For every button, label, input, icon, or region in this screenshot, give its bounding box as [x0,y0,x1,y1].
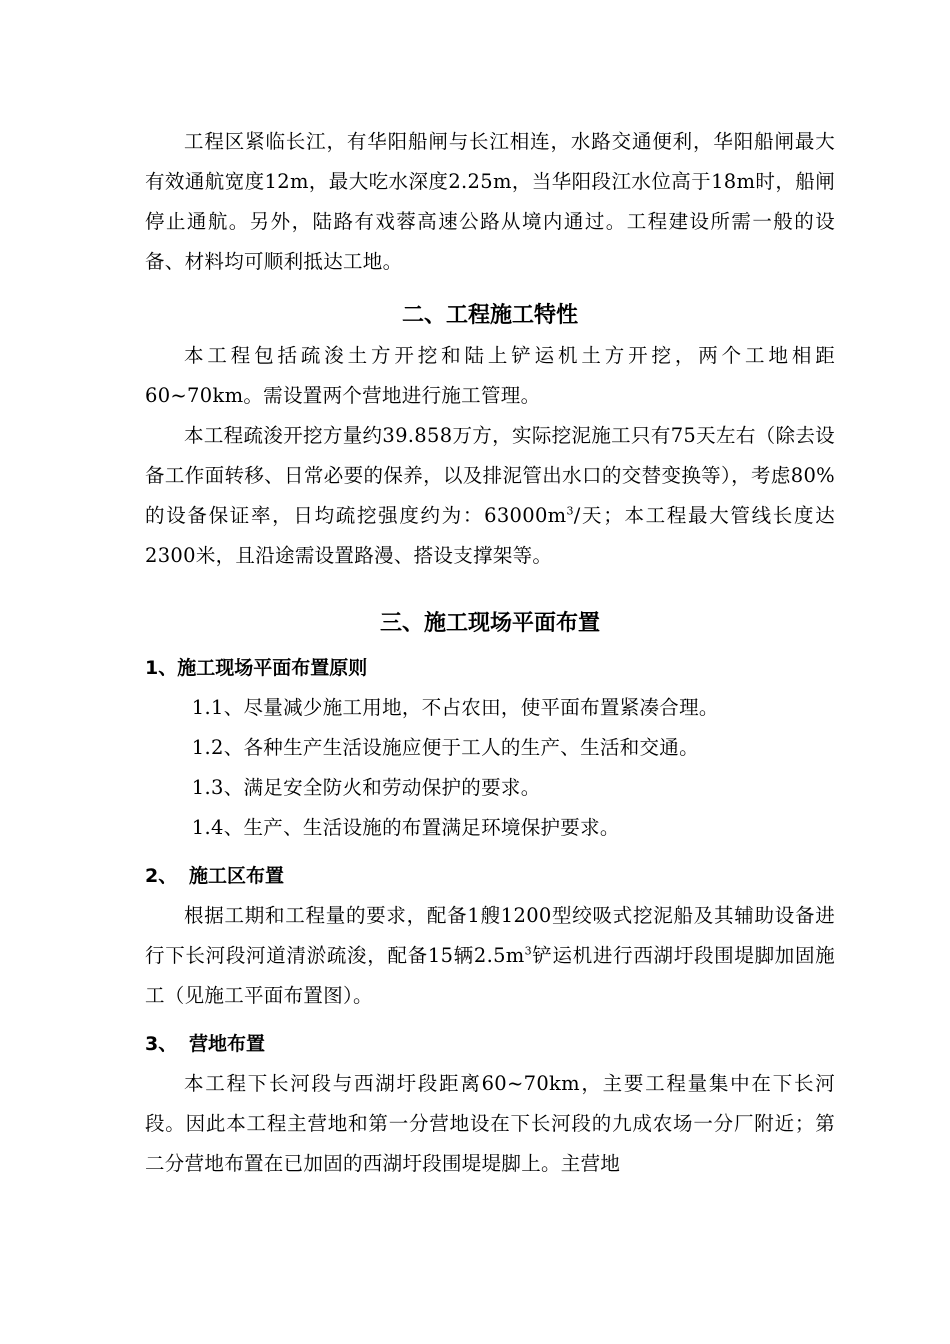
subsection-2-number: 2、 [145,865,178,887]
subsection-2-title: 施工区布置 [189,865,285,887]
principle-item-3: 1.3、满足安全防火和劳动保护的要求。 [191,776,541,799]
intro-paragraph: 工程区紧临长江，有华阳船闸与长江相连，水路交通便利，华阳船闸最大有效通航宽度12m，最大吃水深度2.25m，当华阳段江水位高于18m时，船闸停止通航。另外，陆路有戏蓉高速公路从境内通过。工程建设所需一般的设备、材料均可顺利抵达工地。 [145,130,835,273]
principle-item-2: 1.2、各种生产生活设施应便于工人的生产、生活和交通。 [191,736,699,759]
section2-paragraph-2-text-b: /天；本工程最大管线长度达2300米，且沿途需设置路漫、搭设支撑架等。 [145,504,835,567]
subsection-3-title: 营地布置 [189,1033,266,1055]
superscript-3: 3 [524,944,532,958]
subsection-3-number: 3、 [145,1033,178,1055]
subsection-2-paragraph [145,896,835,1016]
section2-title: 二、工程施工特性 [401,303,578,328]
principle-item-1: 1.1、尽量减少施工用地，不占农田，使平面布置紧凑合理。 [191,696,719,719]
section3-title: 三、施工现场平面布置 [379,611,600,636]
subsection-2-heading [145,856,835,896]
principle-item-4: 1.4、生产、生活设施的布置满足环境保护要求。 [191,816,620,839]
section2-paragraph-2-text-a: 本工程疏浚开挖方量约39.858万方，实际挖泥施工只有75天左右（除去设备工作面转移、日常必要的保养，以及排泥管出水口的交替变换等），考虑80%的设备保证率，日均疏挖强度约为：63000m [145,424,835,527]
superscript-3: 3 [566,504,574,518]
subsection-3-paragraph: 本工程下长河段与西湖圩段距离60~70km，主要工程量集中在下长河段。因此本工程主营地和第一分营地设在下长河段的九成农场一分厂附近；第二分营地布置在已加固的西湖圩段围堤堤脚上。主营地 [145,1072,835,1175]
subsection-2-text-a: 根据工期和工程量的要求，配备1艘1200型绞吸式挖泥船及其辅助设备进行下长河段河道清淤疏浚，配备15辆2.5m [145,904,835,967]
section2-paragraph-1: 本工程包括疏浚土方开挖和陆上铲运机土方开挖，两个工地相距60~70km。需设置两个营地进行施工管理。 [145,344,835,407]
document-page [145,122,835,1184]
subsection-3-heading [145,1024,835,1064]
subsection-2-text-b: 铲运机进行西湖圩段围堤脚加固施工（见施工平面布置图）。 [145,944,835,1007]
section2-paragraph-2 [145,416,835,576]
subsection-1-heading: 1、施工现场平面布置原则 [145,657,368,679]
